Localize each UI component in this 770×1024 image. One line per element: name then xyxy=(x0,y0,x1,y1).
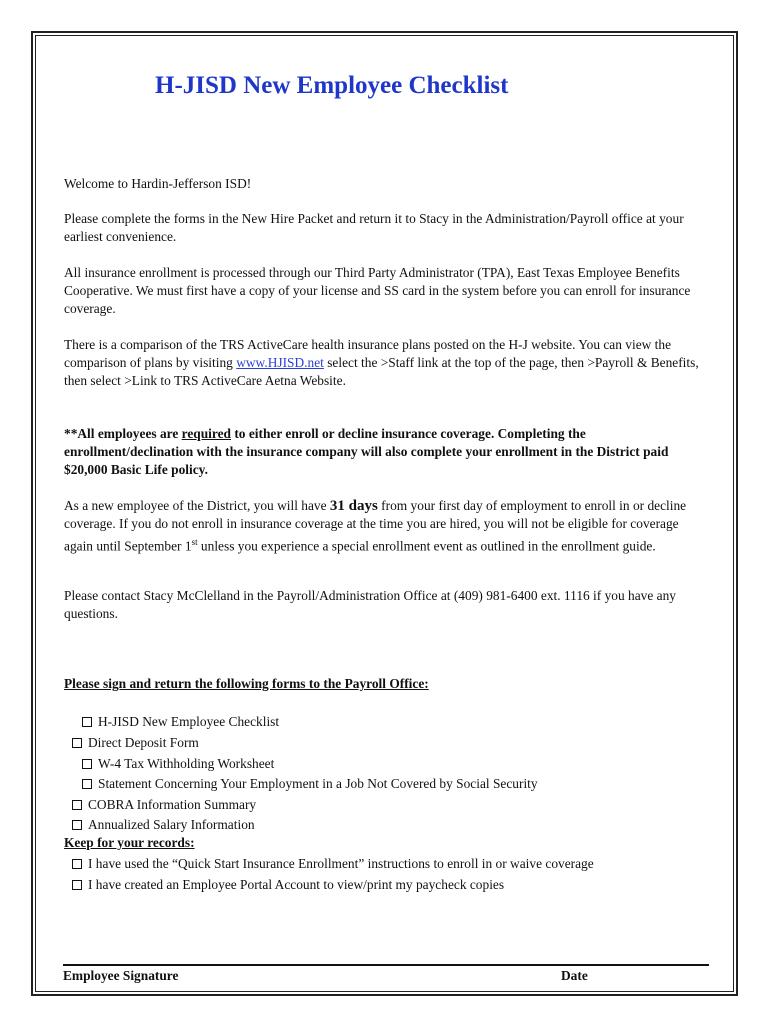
records-item-label: I have created an Employee Portal Account to view/print my paycheck copies xyxy=(88,877,505,892)
welcome-text: Welcome to Hardin-Jefferson ISD! xyxy=(64,176,252,191)
enrollment-days-paragraph xyxy=(64,497,704,555)
checklist-item xyxy=(72,796,256,814)
records-item xyxy=(72,855,594,873)
checklist-item-label: Statement Concerning Your Employment in a Job Not Covered by Social Security xyxy=(98,776,538,791)
checkbox[interactable] xyxy=(72,859,82,869)
checkbox[interactable] xyxy=(72,820,82,830)
signature-line[interactable] xyxy=(63,964,709,966)
days-superscript: st xyxy=(191,537,198,547)
contact-paragraph: Please contact Stacy McClelland in the Payroll/Administration Office at (409) 981-6400 ext. 1116 if you have any questions. xyxy=(64,588,676,621)
required-text-before: **All employees are xyxy=(64,426,182,441)
checklist-item-label: COBRA Information Summary xyxy=(88,797,257,812)
hjisd-website-link[interactable]: www.HJISD.net xyxy=(236,355,324,370)
date-label: Date xyxy=(561,968,588,983)
insurance-paragraph: All insurance enrollment is processed through our Third Party Administrator (TPA), East Texas Employee Benefits Cooperative. We must first have a copy of your license and SS card in the system before you can enroll for insurance coverage. xyxy=(64,265,691,316)
checklist-item-label: Direct Deposit Form xyxy=(88,735,199,750)
page-title: H-JISD New Employee Checklist xyxy=(155,72,509,99)
checklist-item xyxy=(82,755,274,773)
checkbox[interactable] xyxy=(72,880,82,890)
keep-records-heading: Keep for your records: xyxy=(64,835,195,850)
days-text-middle: from your first day of employment to enroll in or decline coverage. If you do not enroll in insurance coverage at the time you are hired, you will not be eligible for coverage again until September 1 xyxy=(64,498,687,554)
employee-signature-label: Employee Signature xyxy=(63,968,179,983)
checkbox[interactable] xyxy=(82,779,92,789)
checkbox[interactable] xyxy=(82,717,92,727)
required-word: required xyxy=(181,426,231,441)
checklist-item-label: W-4 Tax Withholding Worksheet xyxy=(98,756,275,771)
sign-return-heading: Please sign and return the following forms to the Payroll Office: xyxy=(64,676,429,691)
checklist-item xyxy=(72,734,199,752)
checklist-item xyxy=(72,816,255,834)
records-item-label: I have used the “Quick Start Insurance Enrollment” instructions to enroll in or waive coverage xyxy=(88,856,594,871)
checkbox[interactable] xyxy=(72,800,82,810)
required-paragraph xyxy=(64,425,704,479)
records-item xyxy=(72,876,504,894)
required-text-after: to either enroll or decline insurance coverage. Completing the enrollment/declination with the insurance company will also complete your enrollment in the District paid $20,000 Basic Life policy. xyxy=(64,426,669,477)
days-count: 31 days xyxy=(329,498,378,514)
forms-paragraph: Please complete the forms in the New Hire Packet and return it to Stacy in the Administration/Payroll office at your earliest convenience. xyxy=(64,211,684,244)
checklist-item xyxy=(82,713,279,731)
days-text-after: unless you experience a special enrollment event as outlined in the enrollment guide. xyxy=(197,538,656,554)
comparison-text-before: There is a comparison of the TRS ActiveCare health insurance plans posted on the H-J website. You can view the comparison of plans by visiting xyxy=(64,337,672,370)
checkbox[interactable] xyxy=(82,759,92,769)
checklist-item xyxy=(82,775,538,793)
days-text-before: As a new employee of the District, you will have xyxy=(64,498,330,513)
checklist-item-label: Annualized Salary Information xyxy=(88,817,255,832)
comparison-paragraph xyxy=(64,336,704,390)
checkbox[interactable] xyxy=(72,738,82,748)
comparison-text-after: select the >Staff link at the top of the page, then >Payroll & Benefits, then select >Link to TRS ActiveCare Aetna Website. xyxy=(64,355,699,388)
checklist-item-label: H-JISD New Employee Checklist xyxy=(98,714,280,729)
